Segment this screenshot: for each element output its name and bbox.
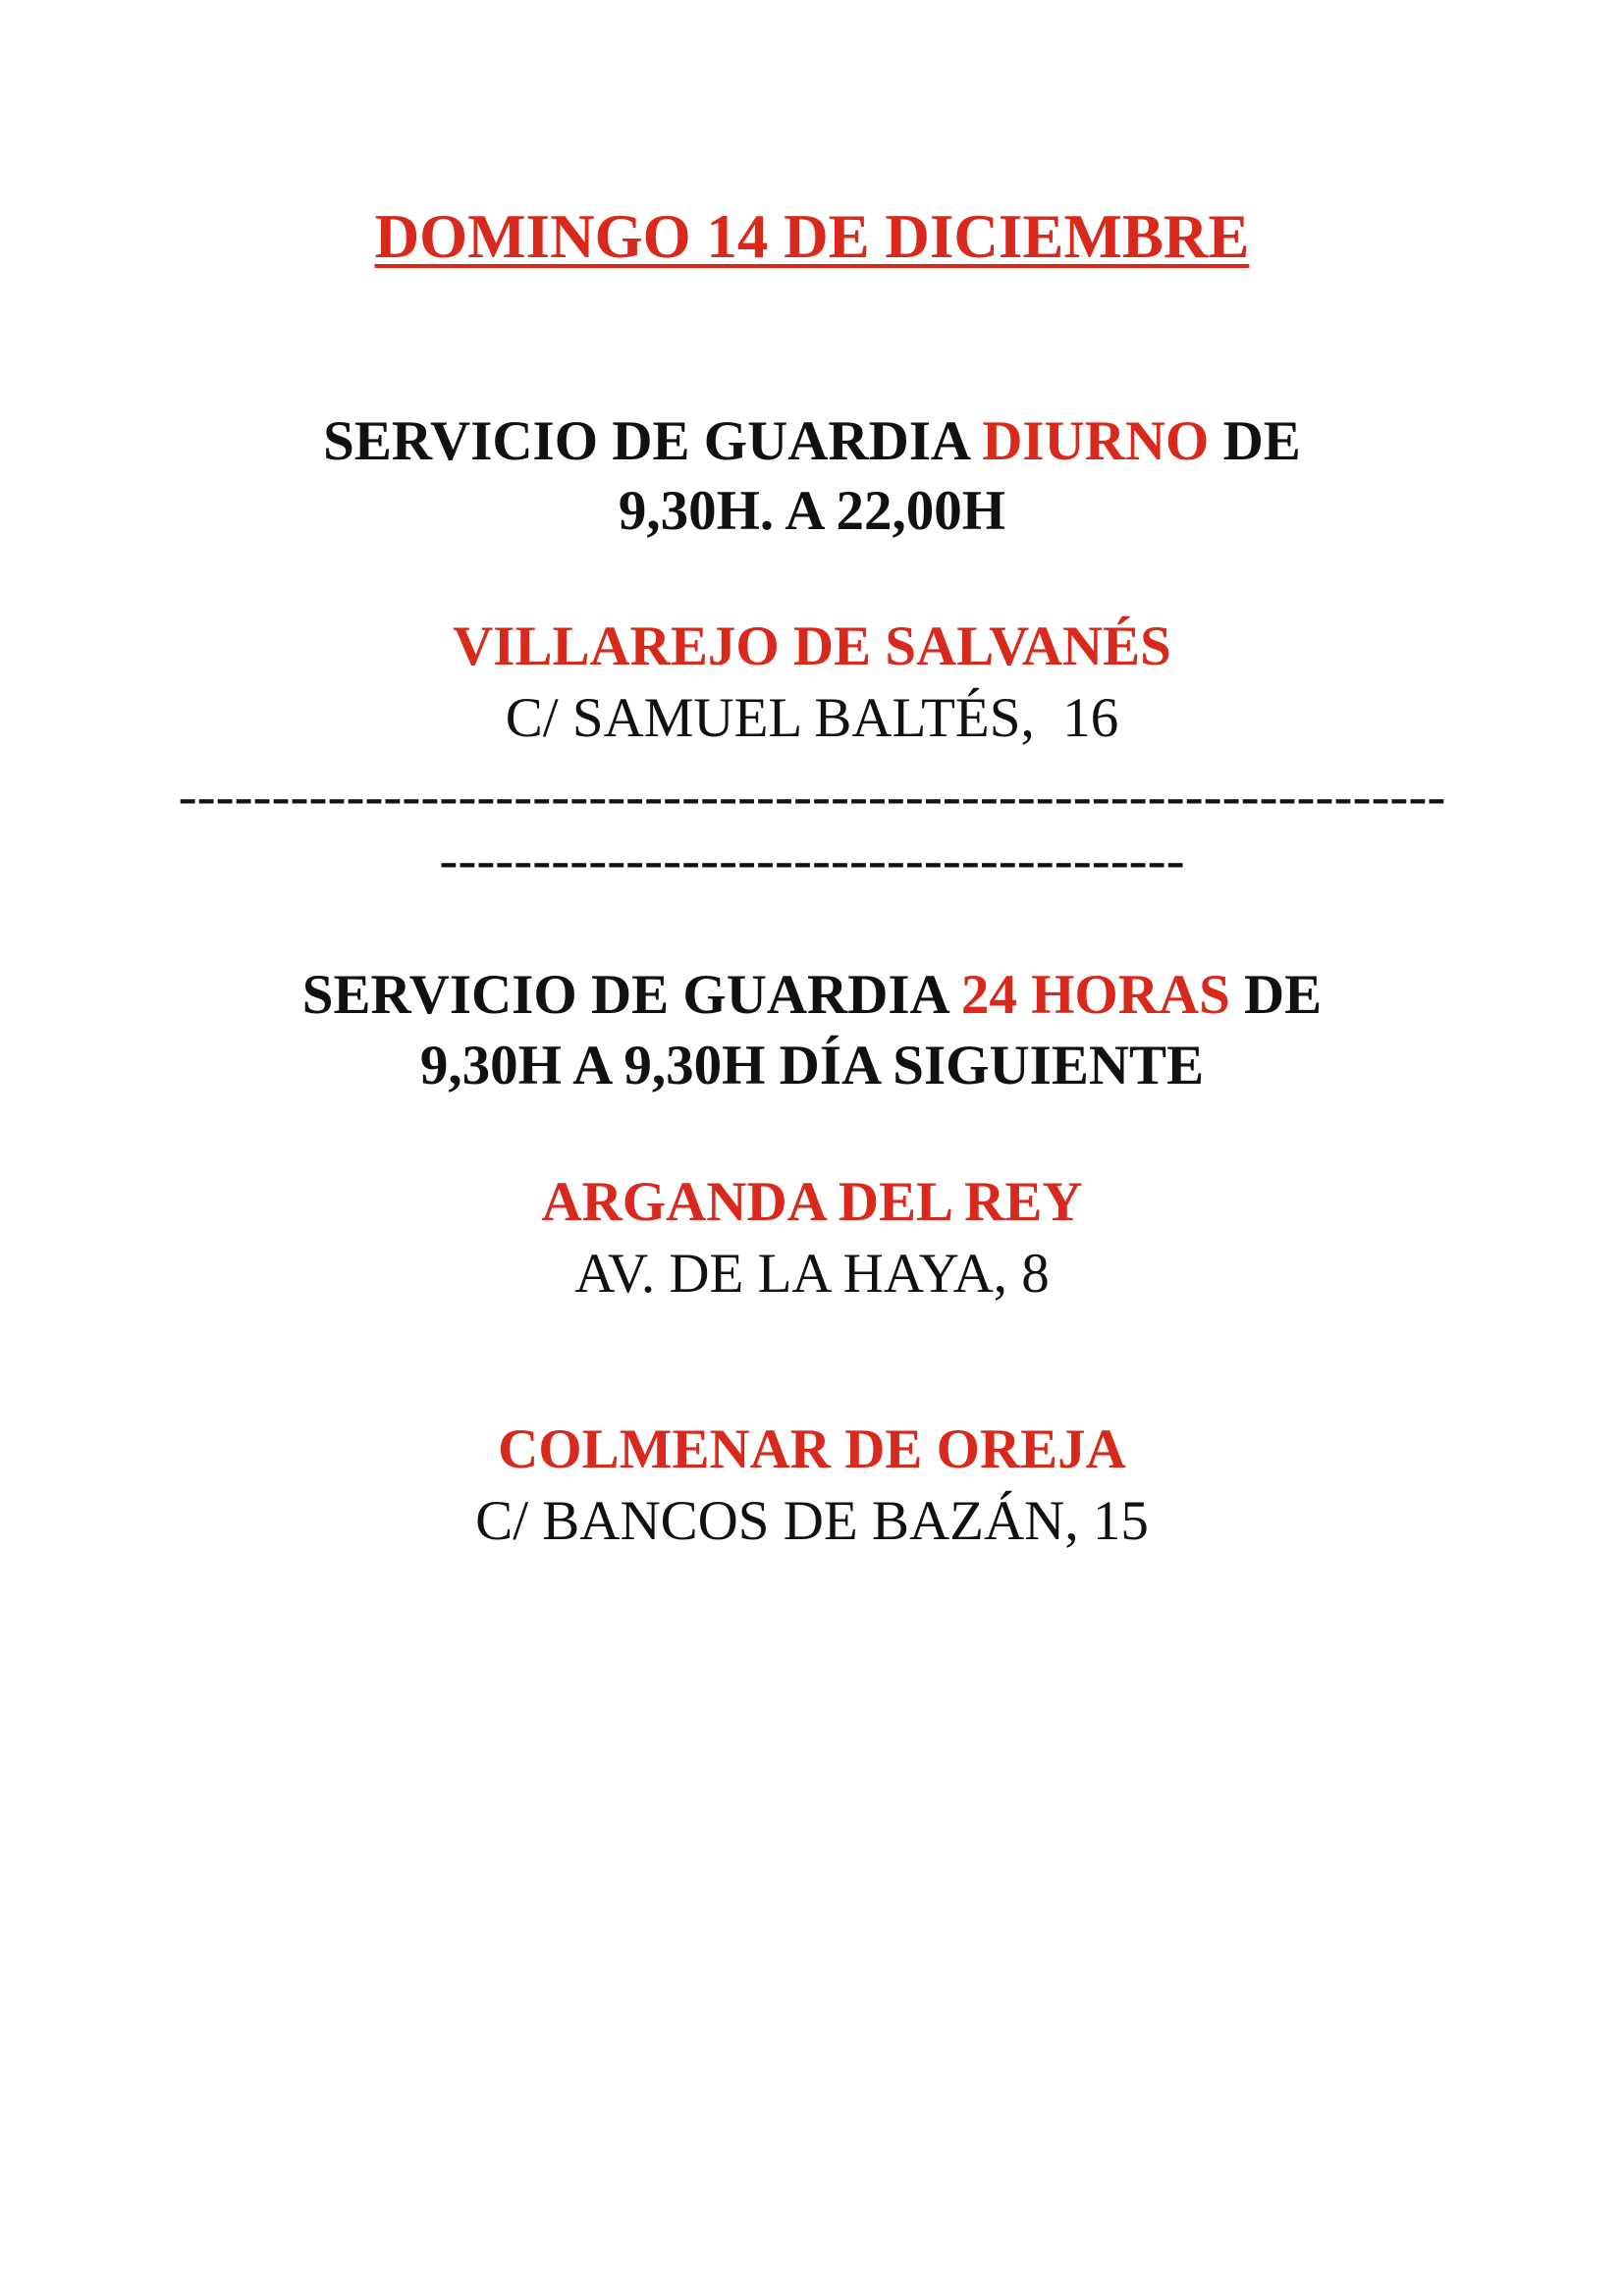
location-name-villarejo: VILLAREJO DE SALVANÉS [453, 615, 1171, 677]
location-address-arganda: AV. DE LA HAYA, 8 [574, 1243, 1050, 1305]
location-address-villarejo: C/ SAMUEL BALTÉS, 16 [505, 687, 1119, 749]
separator-line-1: -------------------------------------------------------------------- [178, 766, 1446, 828]
h24-heading-prefix: SERVICIO DE GUARDIA [301, 964, 961, 1026]
diurno-heading-prefix: SERVICIO DE GUARDIA [323, 410, 983, 472]
diurno-heading-highlight: DIURNO [982, 410, 1210, 472]
location-name-arganda: ARGANDA DEL REY [541, 1171, 1083, 1233]
diurno-heading-suffix: DE [1209, 410, 1301, 472]
separator-line-2: ---------------------------------------- [439, 829, 1185, 891]
h24-schedule: 9,30H A 9,30H DÍA SIGUIENTE [419, 1035, 1205, 1096]
h24-heading-suffix: DE [1229, 964, 1323, 1026]
page-title: DOMINGO 14 DE DICIEMBRE [374, 202, 1250, 271]
h24-heading-highlight: 24 HORAS [960, 964, 1230, 1026]
diurno-heading-line1 [0, 410, 1624, 472]
location-address-colmenar: C/ BANCOS DE BAZÁN, 15 [475, 1490, 1149, 1552]
h24-heading-line1 [0, 964, 1624, 1026]
location-name-colmenar: COLMENAR DE OREJA [498, 1418, 1126, 1480]
diurno-schedule: 9,30H. A 22,00H [618, 480, 1006, 542]
